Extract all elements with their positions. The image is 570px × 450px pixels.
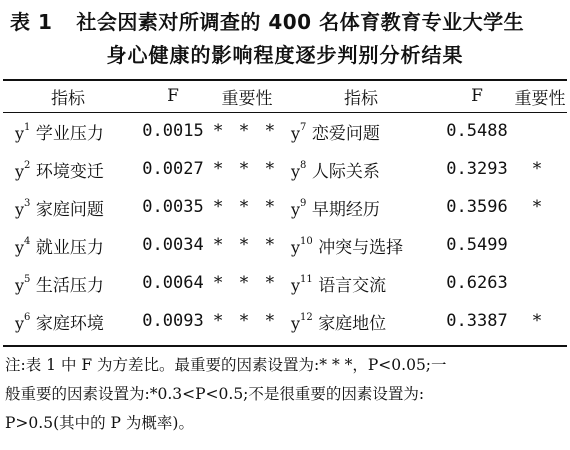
indicator-symbol: $y^{12}$ [291,312,313,333]
table-title-line2: 身心健康的影响程度逐步判别分析结果 [106,43,464,67]
indicator-cell [281,150,441,188]
note-line: P>0.5(其中的 P 为概率)。 [5,414,194,432]
indicator-cell [3,112,133,150]
indicator-cell [3,302,133,340]
importance-mark: * * * [213,311,281,331]
indicator-name: 冲突与选择 [318,237,404,258]
indicator-name: 环境变迁 [35,161,104,182]
indicator-symbol: $y^1$ [15,122,31,143]
table-title-text: 社会因素对所调查的 400 名体育教育专业大学生 [76,10,525,34]
importance-mark: * [532,311,548,331]
importance-mark [513,264,567,302]
header-f: F [471,86,483,106]
indicator-cell [281,264,441,302]
importance-mark: * [532,197,548,217]
indicator-symbol: $y^2$ [15,160,31,181]
importance-mark: * * * [213,273,281,293]
indicator-cell [281,226,441,264]
indicator-symbol: $y^9$ [291,198,307,219]
indicator-cell [3,150,133,188]
indicator-symbol: $y^{10}$ [291,236,313,257]
f-value: 0.3387 [446,311,508,331]
table-header-row [3,80,567,112]
importance-mark [513,226,567,264]
f-value: 0.0035 [142,197,204,217]
indicator-symbol: $y^{11}$ [291,274,313,295]
indicator-name: 早期经历 [311,199,380,220]
header-indicator: 指标 [344,88,378,109]
indicator-name: 生活压力 [35,275,104,296]
indicator-symbol: $y^8$ [291,160,307,181]
indicator-symbol: $y^3$ [15,198,31,219]
importance-mark: * * * [213,197,281,217]
indicator-name: 家庭环境 [35,313,104,334]
table-row [3,226,567,264]
indicator-cell [3,226,133,264]
indicator-symbol: $y^5$ [15,274,31,295]
header-f: F [167,86,179,106]
f-value: 0.0015 [142,121,204,141]
header-importance: 重要性 [514,88,566,109]
table-row [3,302,567,340]
f-value: 0.0064 [142,273,204,293]
f-value: 0.3293 [446,159,508,179]
f-value: 0.3596 [446,197,508,217]
note-line: 注:表 1 中 F 为方差比。最重要的因素设置为:* * *，P<0.05;一 [5,356,447,374]
indicator-name: 家庭问题 [35,199,104,220]
f-value: 0.6263 [446,273,508,293]
f-value: 0.5488 [446,121,508,141]
importance-mark: * * * [213,159,281,179]
indicator-cell [281,112,441,150]
table-row [3,264,567,302]
bottom-rule [3,345,567,347]
indicator-name: 人际关系 [311,161,380,182]
table-row [3,188,567,226]
header-importance: 重要性 [221,88,273,109]
indicator-cell [3,264,133,302]
importance-mark: * [532,159,548,179]
table-label: 表 1 [10,10,53,34]
f-value: 0.5499 [446,235,508,255]
results-table [3,80,567,340]
table-row [3,150,567,188]
indicator-cell [3,188,133,226]
importance-mark [513,112,567,150]
table-note [5,351,567,438]
table-title-line1 [10,6,524,35]
indicator-cell [281,302,441,340]
importance-mark: * * * [213,235,281,255]
note-line: 般重要的因素设置为:*0.3<P<0.5;不是很重要的因素设置为: [5,385,425,403]
importance-mark: * * * [213,121,281,141]
table-row [3,112,567,150]
indicator-symbol: $y^4$ [15,236,31,257]
header-indicator: 指标 [51,88,85,109]
f-value: 0.0034 [142,235,204,255]
f-value: 0.0093 [142,311,204,331]
indicator-name: 家庭地位 [318,313,387,334]
indicator-symbol: $y^7$ [291,122,307,143]
indicator-name: 语言交流 [318,275,387,296]
header-rule [3,112,567,113]
indicator-name: 恋爱问题 [311,123,380,144]
indicator-symbol: $y^6$ [15,312,31,333]
indicator-name: 学业压力 [35,123,104,144]
indicator-cell [281,188,441,226]
indicator-name: 就业压力 [35,237,104,258]
f-value: 0.0027 [142,159,204,179]
